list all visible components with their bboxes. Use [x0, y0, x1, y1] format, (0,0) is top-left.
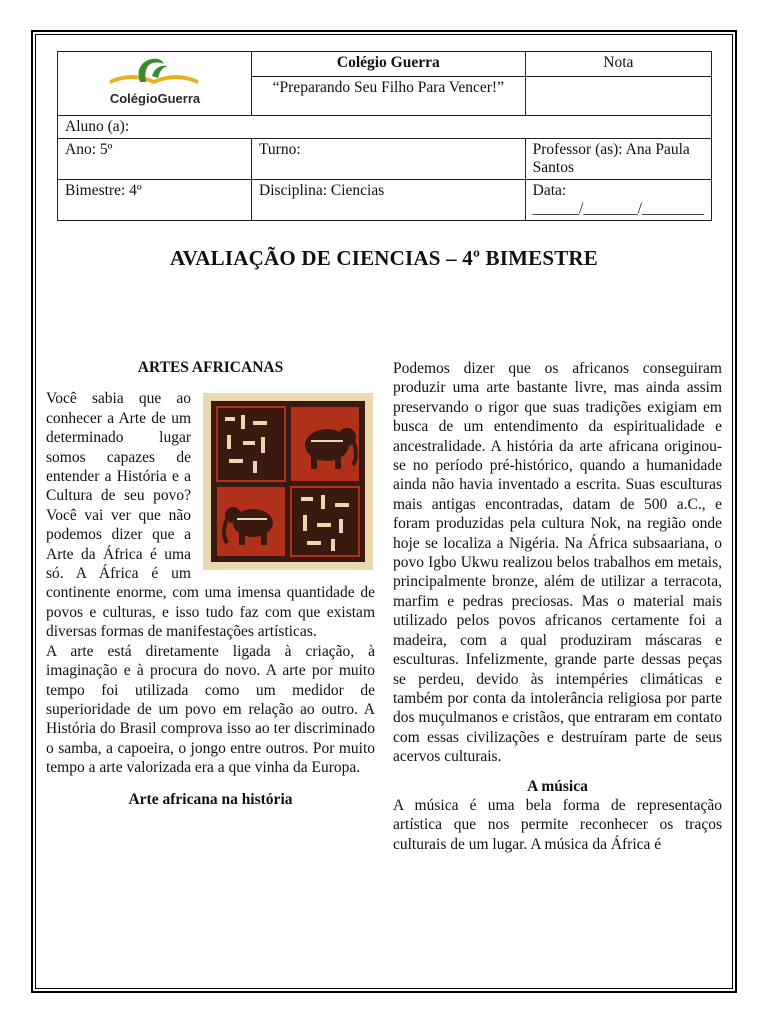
page-title: AVALIAÇÃO DE CIENCIAS – 4º BIMESTRE — [169, 246, 598, 270]
school-name: Colégio Guerra — [252, 52, 526, 77]
section-heading-music: A música — [527, 777, 588, 795]
shift-label: Turno: — [259, 141, 301, 158]
svg-text:ColégioGuerra: ColégioGuerra — [109, 91, 200, 106]
subject-field: Disciplina: Ciencias — [252, 180, 526, 221]
paragraph-african-art-history: Podemos dizer que os africanos conseguiram produzir uma arte bastante livre, mas ainda assim preservando o rigor que suas tradições exigiam em busca de um entendimento da espiritualidade e ancestralidade. A história da arte africana originou-se no período pré-histórico, quando a humanidade ainda não havia inventado a escrita. Suas esculturas mais antigas encontradas, datam de 500 a.C., e foram produzidas pela cultura Nok, na região onde hoje se localiza a Nigéria. Na África subsaariana, o povo Igbo Ukwu realizou belos trabalhos em metais, principalmente bronze, além de utilizar a terracota, marfim e pedras preciosas. Mas o material mais utilizado pelos povos africanos certamente foi a madeira, com a qual produziram máscaras e esculturas. Infelizmente, grande parte dessas peças se perdeu, devido às intempéries climáticas e também por conta da intolerância religiosa por parte dos muçulmanos e cristãos, que entraram em contato com essas civilizações e destruíram parte de seus acervos culturais. — [393, 360, 722, 766]
african-art-image — [203, 393, 373, 570]
grade-label: Nota — [525, 52, 711, 77]
student-field[interactable]: Aluno (a): — [58, 116, 712, 139]
shift-field[interactable] — [252, 139, 526, 180]
grade-field[interactable] — [525, 77, 711, 116]
school-logo — [58, 52, 252, 116]
year-field: Ano: 5º — [58, 139, 252, 180]
header-table — [57, 51, 712, 221]
teacher-field: Professor (as): Ana Paula Santos — [525, 139, 711, 180]
left-column — [46, 358, 375, 809]
paragraph-intro: Você sabia que ao conhecer a Arte de um determinado lugar somos capazes de entender a História e a Cultura de seu povo? Você vai ver que não podemos dizer que a Arte da África é uma só. A África é um continente enorme, com uma imensa quantidade de povos e culturas, e isso tudo faz com que existam diversas formas de manifestações artísticas. — [46, 390, 375, 641]
section-heading-history: Arte africana na história — [128, 790, 293, 808]
right-column — [393, 359, 722, 854]
date-field[interactable]: Data: ______/_______/________ — [525, 180, 711, 221]
term-field: Bimestre: 4º — [58, 180, 252, 221]
paragraph-art-creation: A arte está diretamente ligada à criação, à imaginação e à procura do novo. A arte por muito tempo foi utilizada como um medidor de superioridade de um povo em relação ao outro. A História do Brasil comprova isso ao ter discriminado o samba, a capoeira, o jongo entre outros. Por muito tempo a arte valorizada era a que vinha da Europa. — [46, 642, 375, 777]
paragraph-music: A música é uma bela forma de representação artística que nos permite reconhecer os traços culturais de um lugar. A música da África é — [393, 796, 722, 853]
school-motto: “Preparando Seu Filho Para Vencer!” — [252, 77, 526, 116]
section-heading-african-arts: ARTES AFRICANAS — [137, 359, 284, 376]
logo-book-icon — [80, 52, 230, 110]
